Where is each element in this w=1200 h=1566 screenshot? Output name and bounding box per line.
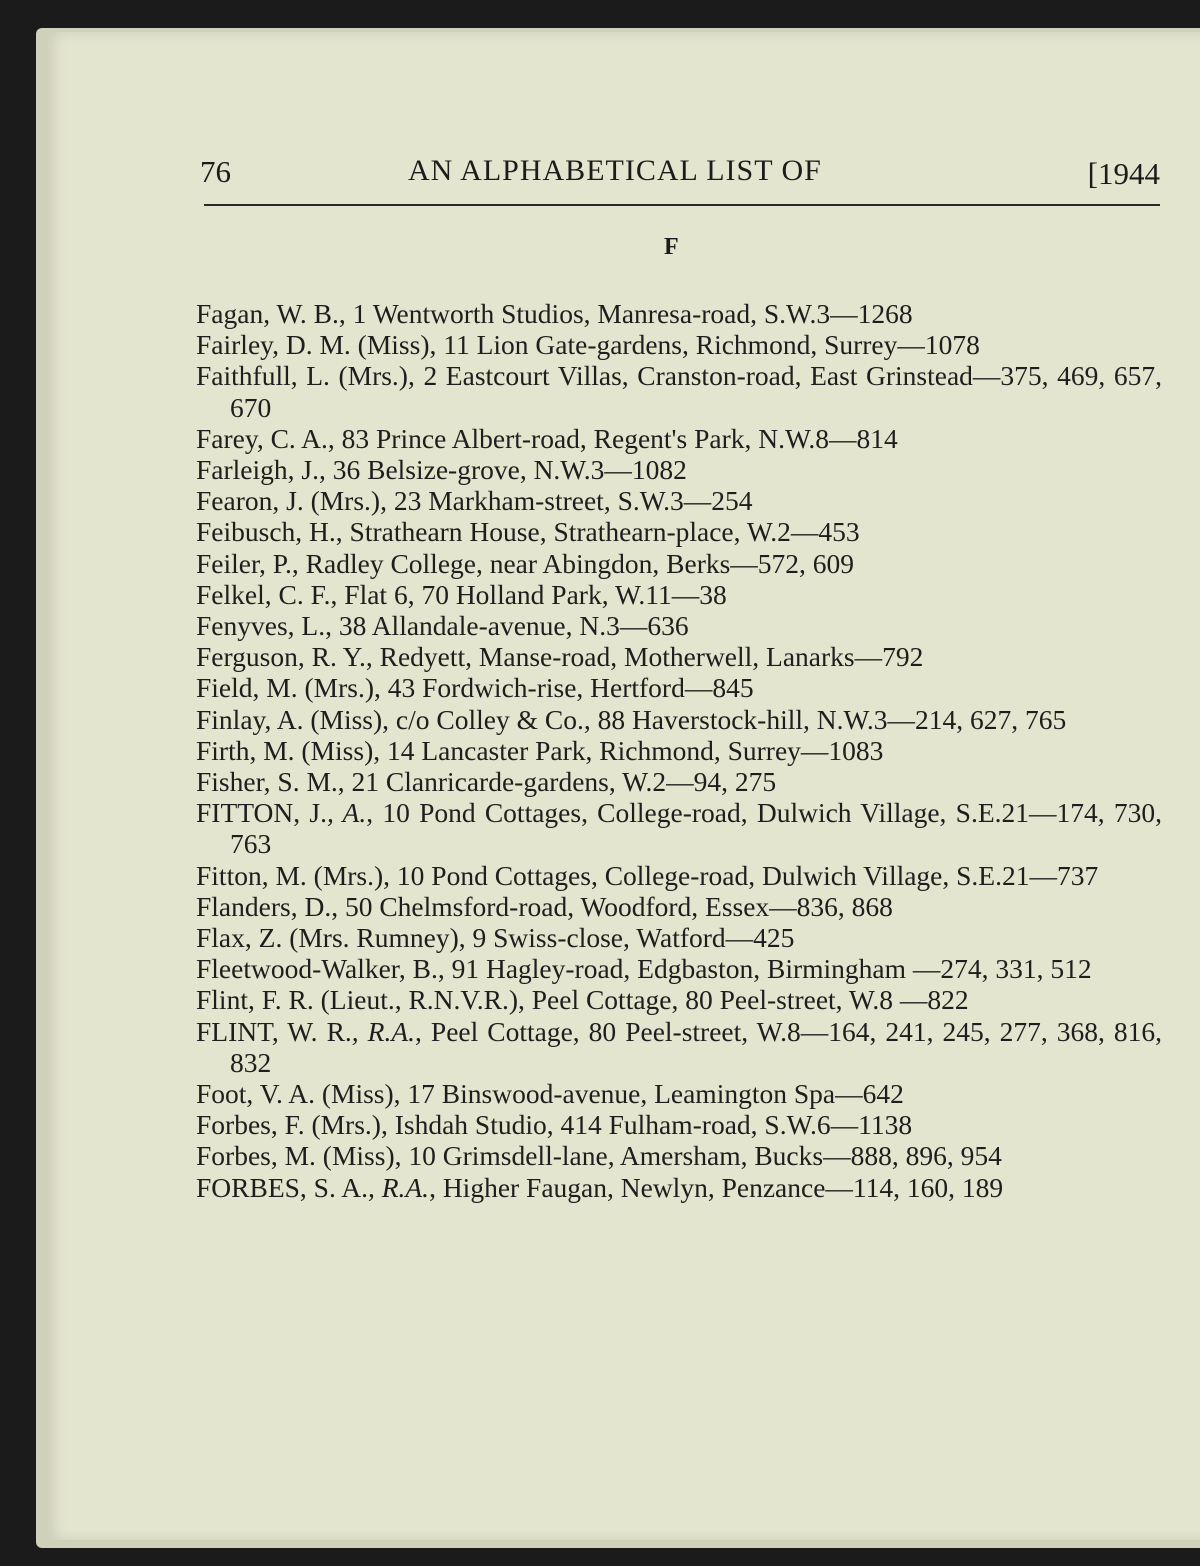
entry-details: , 83 Prince Albert-road, Regent's Park, N.W.8—814 — [327, 422, 898, 454]
list-item — [196, 860, 1162, 891]
list-item — [196, 672, 1162, 703]
list-item — [196, 548, 1162, 579]
entry-name: Flax, Z. (Mrs. Rumney) — [196, 922, 459, 954]
entry-details: , 38 Allandale-avenue, N.3—636 — [325, 610, 689, 642]
list-item — [196, 610, 1162, 641]
entry-name: FITTON, J. — [196, 797, 327, 829]
entry-name: Ferguson, R. Y. — [196, 641, 366, 673]
year-label: [1944 — [1087, 156, 1160, 191]
list-item — [196, 766, 1162, 797]
entry-details: , 17 Binswood-avenue, Leamington Spa—642 — [393, 1078, 904, 1110]
list-item — [196, 735, 1162, 766]
entry-name: Forbes, M. (Miss) — [196, 1140, 395, 1172]
entry-details: , Peel Cottage, 80 Peel-street, W.8—164, 241, 245, 277, 368, 816, 832 — [230, 1015, 1162, 1078]
section-letter: F — [664, 234, 679, 260]
entry-details: , Strathearn House, Strathearn-place, W.2—453 — [335, 516, 860, 548]
list-item — [196, 1109, 1162, 1140]
entry-name: Fenyves, L. — [196, 610, 326, 642]
entry-details: , 1 Wentworth Studios, Manresa-road, S.W.3—1268 — [338, 298, 913, 329]
list-item — [196, 891, 1162, 922]
entry-name: Fearon, J. (Mrs.) — [196, 485, 381, 517]
page-title: AN ALPHABETICAL LIST OF — [408, 154, 822, 187]
entry-name: Feibusch, H. — [196, 516, 336, 548]
entry-details: , 91 Hagley-road, Edgbaston, Birmingham —274, 331, 512 — [437, 953, 1092, 985]
entry-honour: , A. — [326, 797, 367, 829]
entry-name: Fagan, W. B. — [196, 298, 339, 329]
entry-details: , 50 Chelmsford-road, Woodford, Essex—836, 868 — [331, 890, 893, 922]
list-item — [196, 1078, 1162, 1109]
list-item — [196, 298, 1162, 329]
entry-details: , 10 Grimsdell-lane, Amersham, Bucks—888, 896, 954 — [394, 1140, 1002, 1172]
list-item — [196, 1140, 1162, 1171]
entry-name: Feiler, P. — [196, 547, 292, 579]
list-item — [196, 1172, 1162, 1203]
entry-name: Fairley, D. M. (Miss) — [196, 329, 430, 361]
list-item — [196, 1016, 1162, 1078]
entry-name: FLINT, W. R. — [196, 1015, 352, 1047]
list-item — [196, 922, 1162, 953]
list-item — [196, 984, 1162, 1015]
entry-name: Field, M. (Mrs.) — [196, 672, 374, 704]
entry-details: , Radley College, near Abingdon, Berks—572, 609 — [291, 547, 855, 579]
list-item — [196, 329, 1162, 360]
entry-name: Firth, M. (Miss) — [196, 734, 374, 766]
entry-name: Foot, V. A. (Miss) — [196, 1078, 394, 1110]
list-item — [196, 454, 1162, 485]
header-rule — [204, 204, 1160, 206]
entry-name: Felkel, C. F. — [196, 578, 331, 610]
entry-details: , 2 Eastcourt Villas, Cranston-road, East Grinstead—375, 469, 657, 670 — [230, 360, 1163, 423]
entry-name: Fleetwood-Walker, B. — [196, 953, 438, 985]
entry-name: Farleigh, J. — [196, 454, 319, 486]
entry-details: , 10 Pond Cottages, College-road, Dulwich Village, S.E.21—737 — [383, 859, 1099, 891]
entry-name: Faithfull, L. (Mrs.) — [196, 360, 408, 392]
list-item — [196, 516, 1162, 547]
entry-details: , Higher Faugan, Newlyn, Penzance—114, 160, 189 — [429, 1171, 1004, 1203]
entry-name: Forbes, F. (Mrs.) — [196, 1109, 381, 1141]
entry-details: , Flat 6, 70 Holland Park, W.11—38 — [330, 578, 727, 610]
entry-name: Fisher, S. M. — [196, 766, 338, 798]
entry-name: Farey, C. A. — [196, 422, 328, 454]
entry-honour: , R.A. — [351, 1015, 416, 1047]
entry-details: , 36 Belsize-grove, N.W.3—1082 — [318, 454, 687, 486]
entry-name: Finlay, A. (Miss) — [196, 703, 383, 735]
list-item — [196, 423, 1162, 454]
entry-details: , Ishdah Studio, 414 Fulham-road, S.W.6—1138 — [380, 1109, 913, 1141]
entry-details: , Peel Cottage, 80 Peel-street, W.8 —822 — [517, 984, 969, 1016]
list-item — [196, 579, 1162, 610]
entry-details: , Redyett, Manse-road, Motherwell, Lanarks—792 — [365, 641, 924, 673]
running-header — [200, 150, 1160, 198]
list-item — [196, 797, 1162, 859]
entry-list — [196, 298, 1162, 1203]
entry-details: , 43 Fordwich-rise, Hertford—845 — [374, 672, 754, 704]
entry-details: , 11 Lion Gate-gardens, Richmond, Surrey—1078 — [429, 329, 980, 361]
list-item — [196, 641, 1162, 672]
entry-details: , 23 Markham-street, S.W.3—254 — [380, 485, 753, 517]
list-item — [196, 953, 1162, 984]
entry-name: Flint, F. R. (Lieut., R.N.V.R.) — [196, 984, 518, 1016]
entry-honour: , R.A. — [367, 1171, 430, 1203]
entry-name: FORBES, S. A. — [196, 1171, 368, 1203]
entry-details: , 10 Pond Cottages, College-road, Dulwich Village, S.E.21—174, 730, 763 — [230, 797, 1162, 860]
entry-details: , 21 Clanricarde-gardens, W.2—94, 275 — [337, 766, 777, 798]
entry-name: Fitton, M. (Mrs.) — [196, 859, 384, 891]
list-item — [196, 704, 1162, 735]
list-item — [196, 360, 1162, 422]
entry-details: , 9 Swiss-close, Watford—425 — [458, 922, 795, 954]
list-item — [196, 485, 1162, 516]
page-number: 76 — [200, 154, 231, 189]
entry-name: Flanders, D. — [196, 890, 332, 922]
entry-details: , 14 Lancaster Park, Richmond, Surrey—1083 — [373, 734, 884, 766]
entry-details: , c/o Colley & Co., 88 Haverstock-hill, N.W.3—214, 627, 765 — [382, 703, 1067, 735]
